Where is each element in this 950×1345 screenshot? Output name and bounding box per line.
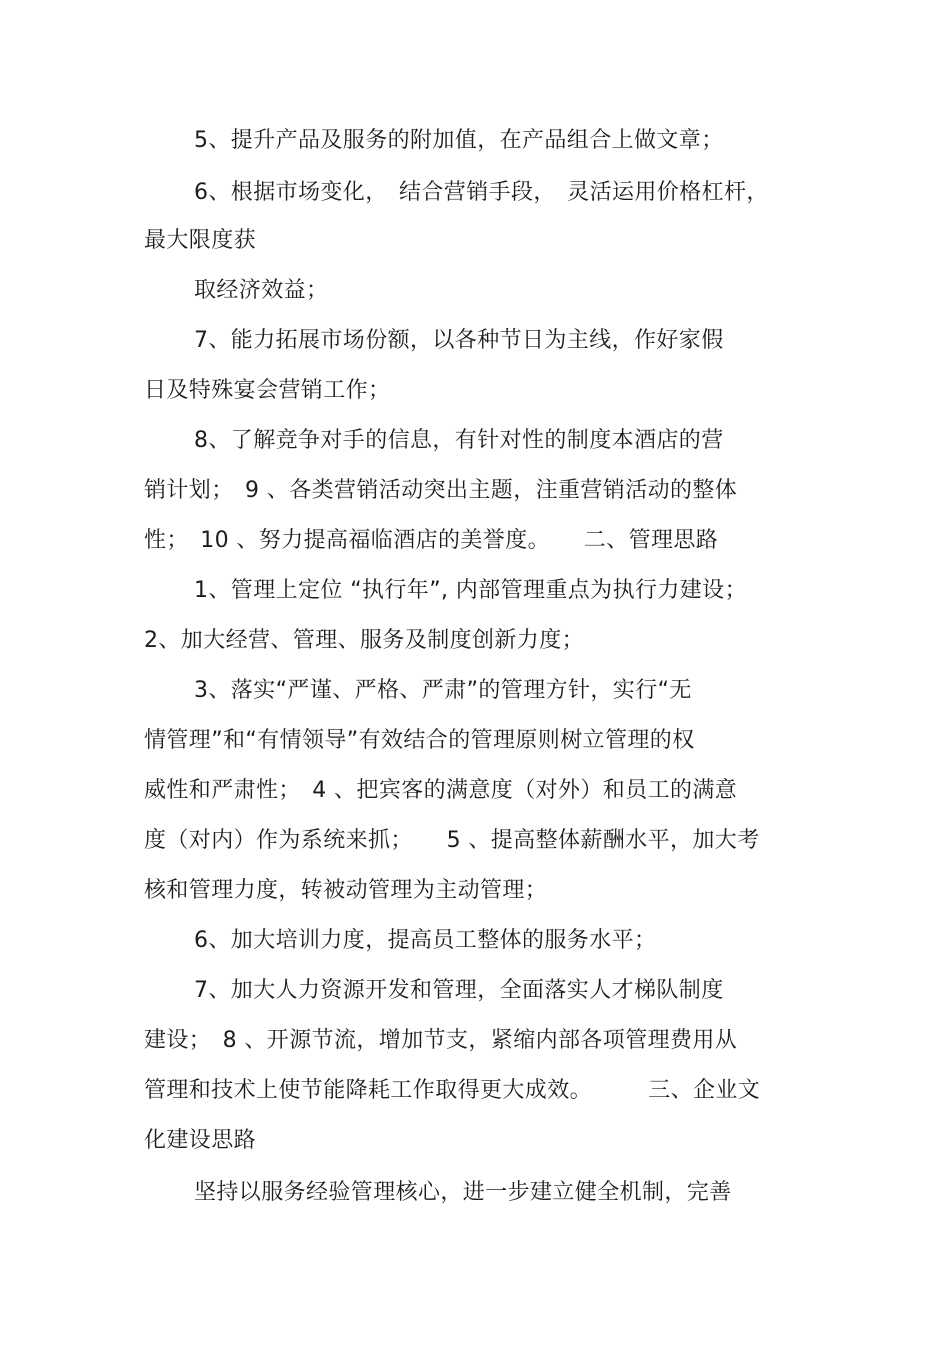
text-line: 威性和严肃性； 4 、把宾客的满意度（对外）和员工的满意: [144, 778, 738, 803]
text-line: 核和管理力度，转被动管理为主动管理；: [144, 878, 548, 903]
text-line: 7、加大人力资源开发和管理，全面落实人才梯队制度: [194, 978, 724, 1003]
text-line: 日及特殊宴会营销工作；: [144, 378, 391, 403]
text-line: 6、加大培训力度，提高员工整体的服务水平；: [194, 928, 657, 953]
text-line: 8、了解竞争对手的信息，有针对性的制度本酒店的营: [194, 428, 724, 453]
text-line: 销计划； 9 、各类营销活动突出主题，注重营销活动的整体: [144, 478, 738, 503]
text-line: 情管理”和“有情领导”有效结合的管理原则树立管理的权: [144, 728, 695, 753]
text-line: 7、能力拓展市场份额，以各种节日为主线，作好家假: [194, 328, 724, 353]
text-line: 最大限度获: [144, 228, 257, 253]
text-line: 5、提升产品及服务的附加值，在产品组合上做文章；: [194, 128, 724, 153]
text-line: 坚持以服务经验管理核心，进一步建立健全机制，完善: [194, 1180, 732, 1205]
text-line: 3、落实“严谨、严格、严肃”的管理方针，实行“无: [194, 678, 692, 703]
text-line: 性； 10 、努力提高福临酒店的美誉度。 二、管理思路: [144, 528, 719, 553]
text-line: 管理和技术上使节能降耗工作取得更大成效。 三、企业文: [144, 1078, 761, 1103]
text-line: 建设； 8 、开源节流，增加节支，紧缩内部各项管理费用从: [144, 1028, 738, 1053]
text-line: 度（对内）作为系统来抓； 5 、提高整体薪酬水平，加大考: [144, 828, 760, 853]
text-line: 化建设思路: [144, 1128, 257, 1153]
text-line: 1、管理上定位 “执行年”, 内部管理重点为执行力建设；: [194, 578, 747, 603]
text-line: 取经济效益；: [194, 278, 329, 303]
text-line: 6、根据市场变化， 结合营销手段， 灵活运用价格杠杆，: [194, 180, 769, 205]
text-line: 2、加大经营、管理、服务及制度创新力度；: [144, 628, 584, 653]
